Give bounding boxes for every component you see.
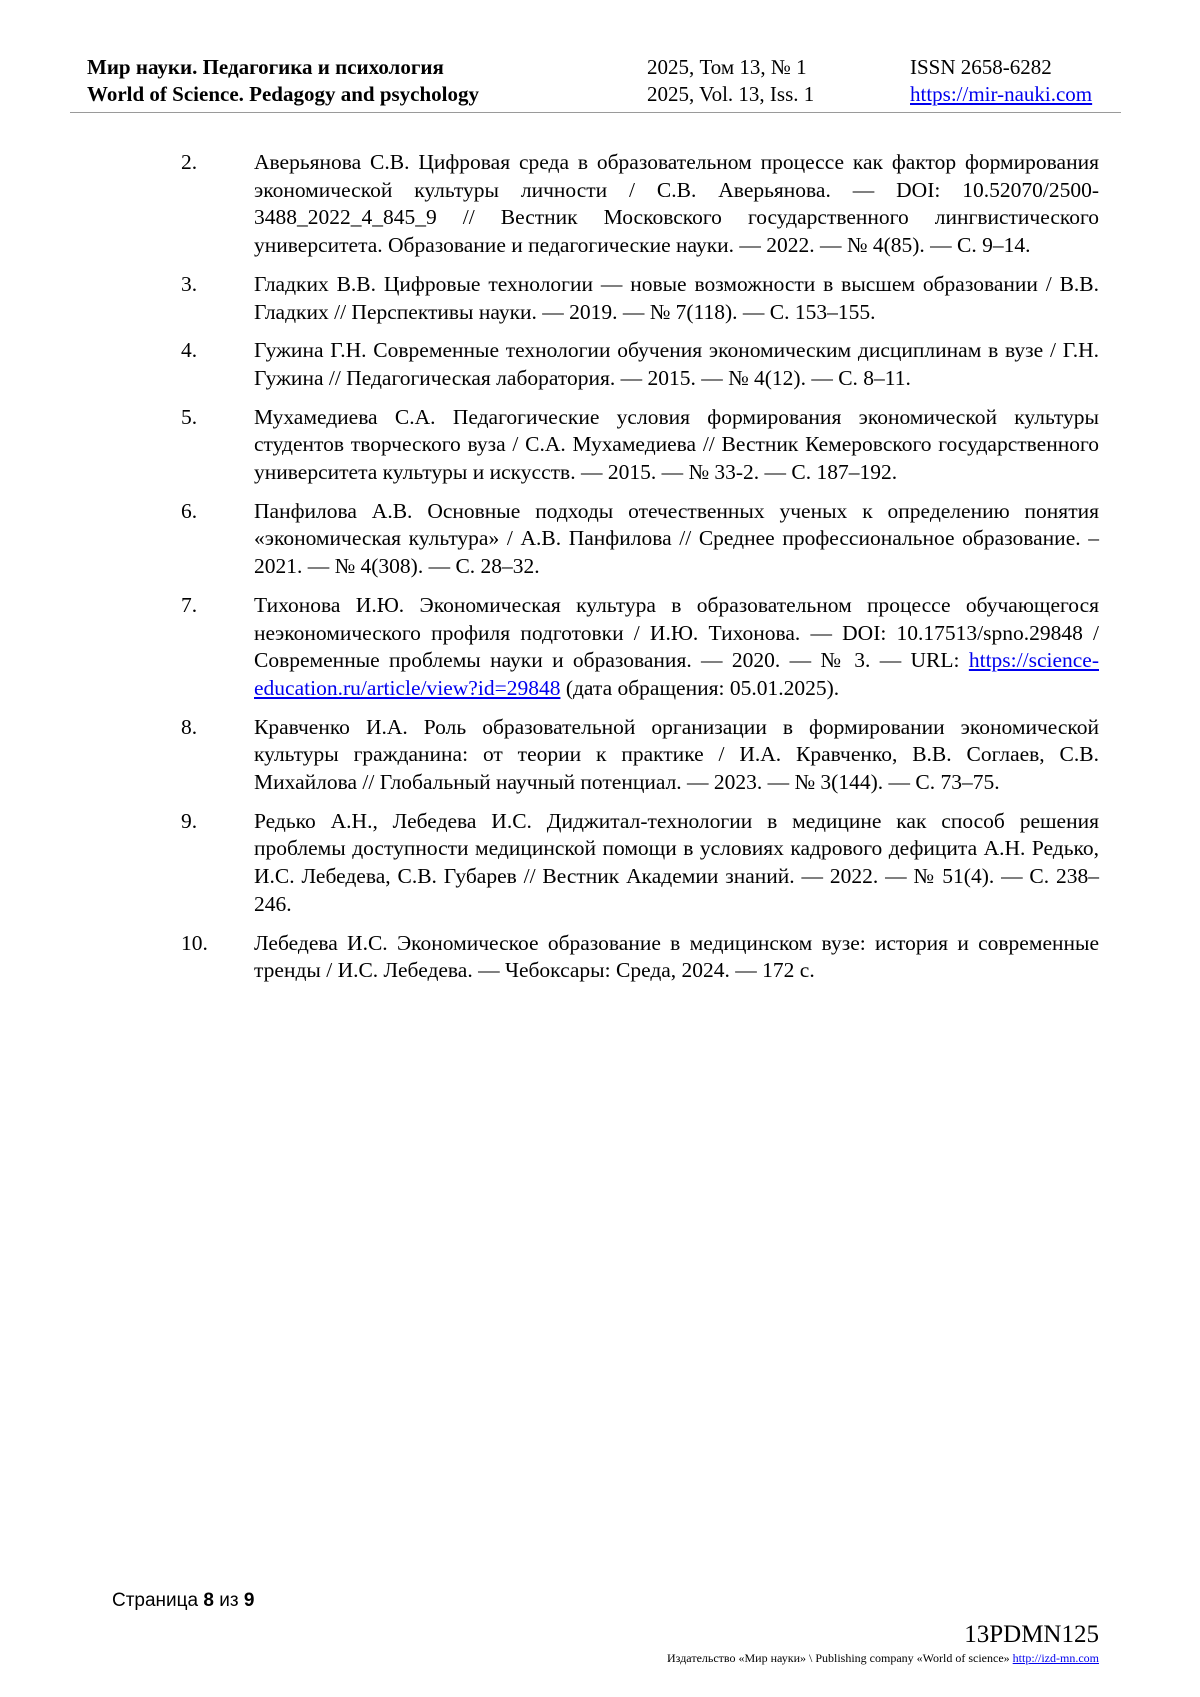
reference-text: Гужина Г.Н. Современные технологии обучения экономическим дисциплинам в вузе / Г.Н. Гужина // Педагогическая лаборатория. — 2015. — № 4(12). — С. 8–11. xyxy=(254,338,1099,390)
journal-site-link[interactable]: https://mir-nauki.com xyxy=(910,82,1093,106)
page-header xyxy=(87,54,1117,112)
reference-text-after-link: (дата обращения: 05.01.2025). xyxy=(560,675,840,700)
page-total: 9 xyxy=(243,1590,255,1611)
reference-text: Кравченко И.А. Роль образовательной организации в формировании экономической культуры гражданина: от теории к практике / И.А. Кравченко, В.В. Соглаев, С.В. Михайлова // Глобальный научный потенциал. — 2023. — № 3(144). — С. 73–75. xyxy=(254,714,1099,795)
issue-ru: 2025, Том 13, № 1 xyxy=(647,55,807,79)
reference-item xyxy=(181,714,1099,797)
page-number xyxy=(112,1590,254,1612)
publisher-link[interactable]: http://izd-mn.com xyxy=(1012,1651,1099,1665)
journal-title xyxy=(87,54,479,108)
reference-item xyxy=(181,404,1099,487)
reference-list xyxy=(181,149,1099,996)
issue-info xyxy=(647,54,814,108)
journal-title-ru: Мир науки. Педагогика и психология xyxy=(87,55,444,79)
reference-number: 5. xyxy=(181,404,198,429)
reference-item xyxy=(181,930,1099,985)
reference-number: 2. xyxy=(181,150,198,174)
reference-text: Аверьянова С.В. Цифровая среда в образовательном процессе как фактор формирования экономической культуры личности / С.В. Аверьянова. — DOI: 10.52070/2500-3488_2022_4_845_9 // Вестник Московского государственного лингвистического университета. Образование и педагогические науки. — 2022. — № 4(85). — С. 9–14. xyxy=(254,150,1099,258)
reference-number: 6. xyxy=(181,498,198,523)
issn-info xyxy=(910,54,1092,108)
issue-en: 2025, Vol. 13, Iss. 1 xyxy=(647,82,815,106)
reference-text: Гладких В.В. Цифровые технологии — новые возможности в высшем образовании / В.В. Гладких // Перспективы науки. — 2019. — № 7(118). — С. 153–155. xyxy=(254,271,1099,324)
reference-number: 7. xyxy=(181,592,198,617)
reference-number: 3. xyxy=(181,271,198,296)
page-current: 8 xyxy=(203,1590,214,1611)
reference-text: Редько А.Н., Лебедева И.С. Диджитал-технологии в медицине как способ решения проблемы доступности медицинской помощи в условиях кадрового дефицита А.Н. Редько, И.С. Лебедева, С.В. Губарев // Вестник Академии знаний. — 2022. — № 51(4). — С. 238–246. xyxy=(254,808,1099,916)
reference-text xyxy=(254,592,1099,703)
reference-url-link[interactable]: https://science-education.ru/article/view?id=29848 xyxy=(254,648,1099,700)
reference-number: 4. xyxy=(181,338,198,363)
article-code: 13PDMN125 xyxy=(964,1621,1099,1648)
reference-text: Панфилова А.В. Основные подходы отечественных ученых к определению понятия «экономическая культура» / А.В. Панфилова // Среднее профессиональное образование. –2021. — № 4(308). — С. 28–32. xyxy=(254,498,1099,579)
reference-number: 8. xyxy=(181,714,198,739)
reference-text-before-link: Тихонова И.Ю. Экономическая культура в образовательном процессе обучающегося неэкономического профиля подготовки / И.Ю. Тихонова. — DOI: 10.17513/spno.29848 / Современные проблемы науки и образования. — 2020. — № 3. — URL: xyxy=(254,592,1099,673)
reference-number: 10. xyxy=(181,930,208,955)
issn: ISSN 2658-6282 xyxy=(910,55,1052,79)
reference-item xyxy=(181,498,1099,581)
reference-number: 9. xyxy=(181,808,198,833)
header-divider xyxy=(70,112,1121,113)
publisher-line xyxy=(667,1651,1099,1666)
reference-item xyxy=(181,271,1099,326)
journal-title-en: World of Science. Pedagogy and psychology xyxy=(87,82,480,106)
reference-item xyxy=(181,149,1099,260)
reference-item xyxy=(181,337,1099,392)
reference-item xyxy=(181,592,1099,703)
reference-item xyxy=(181,808,1099,919)
publisher-text: Издательство «Мир науки» \ Publishing company «World of science» xyxy=(667,1651,1010,1665)
page-word: Страница xyxy=(112,1590,199,1611)
page-of: из xyxy=(219,1590,239,1611)
reference-text: Мухамедиева С.А. Педагогические условия формирования экономической культуры студентов творческого вуза / С.А. Мухамедиева // Вестник Кемеровского государственного университета культуры и искусств. — 2015. — № 33-2. — С. 187–192. xyxy=(254,404,1099,485)
reference-text: Лебедева И.С. Экономическое образование в медицинском вузе: история и современные тренды / И.С. Лебедева. — Чебоксары: Среда, 2024. — 172 с. xyxy=(254,930,1099,983)
